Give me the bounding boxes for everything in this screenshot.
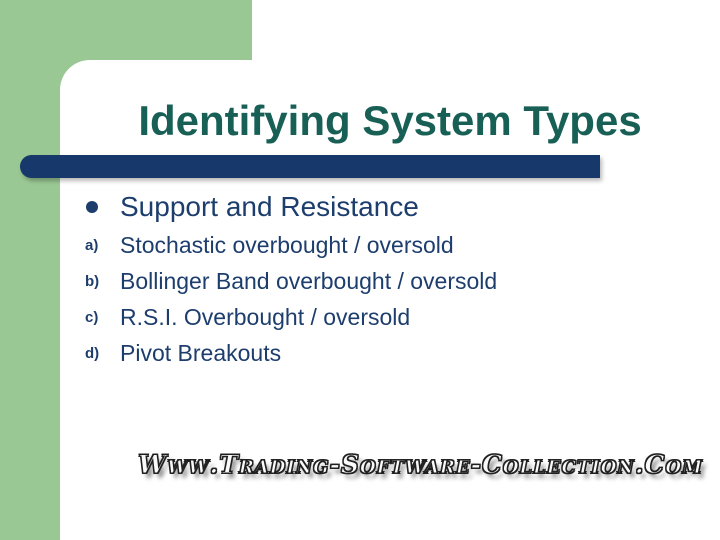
slide-title: Identifying System Types (138, 97, 642, 144)
list-item (85, 263, 645, 299)
list-item (85, 335, 645, 371)
list-item (85, 299, 645, 335)
list-item (85, 227, 645, 263)
list-item-label: d) (85, 344, 100, 362)
bullet-dot-icon (86, 201, 98, 213)
list-item-label: a) (85, 236, 99, 254)
list-item-label: c) (85, 308, 99, 326)
list-item-text: Stochastic overbought / oversold (120, 231, 454, 258)
list-item-text: Bollinger Band overbought / oversold (120, 267, 498, 294)
list-item-text: R.S.I. Overbought / oversold (120, 303, 411, 330)
sub-item-list (85, 227, 645, 371)
watermark-text: Www.Trading-Software-Collection.Com (138, 450, 704, 479)
main-bullet-row (86, 190, 419, 224)
list-item-label: b) (85, 272, 100, 290)
title-underline-bar (20, 155, 600, 178)
main-bullet-text: Support and Resistance (120, 191, 419, 222)
list-item-text: Pivot Breakouts (120, 339, 282, 366)
